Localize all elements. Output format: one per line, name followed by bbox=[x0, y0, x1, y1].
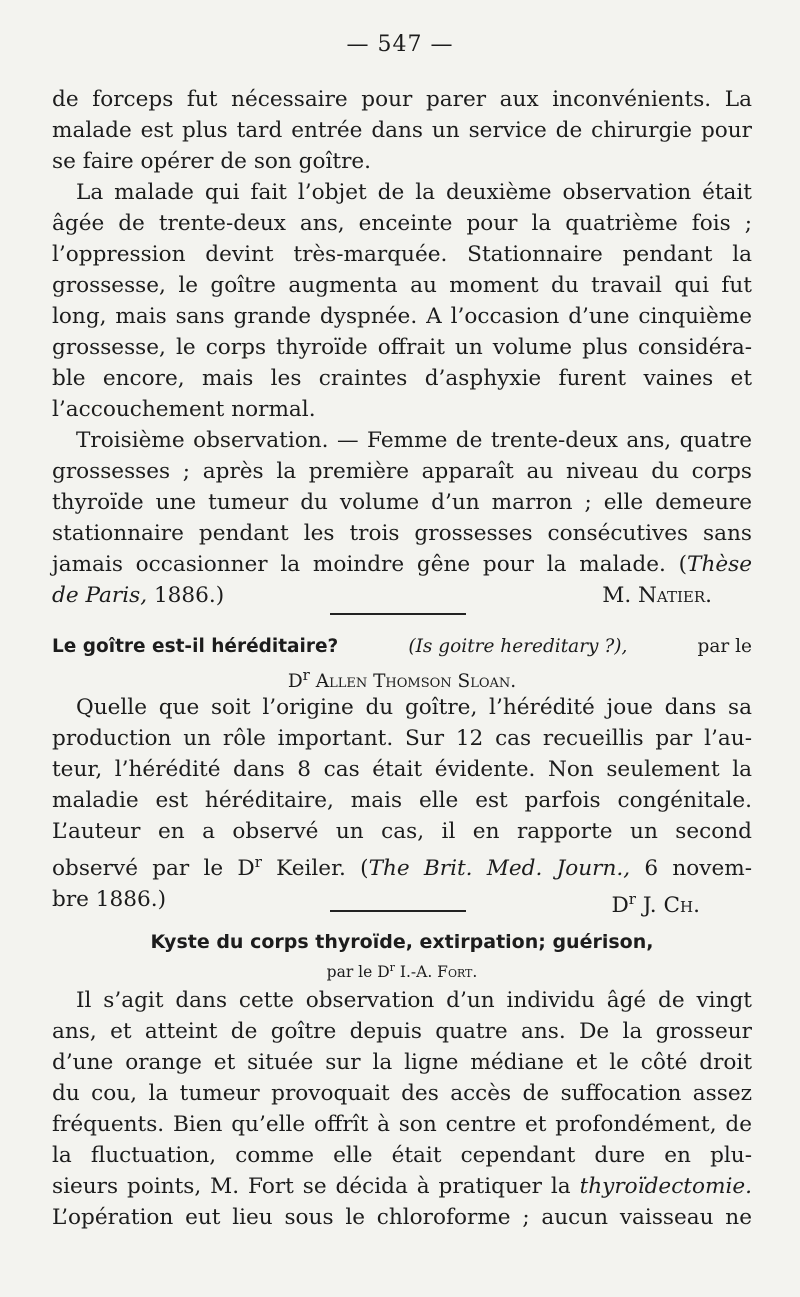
text-line: Il s’agit dans cette observation d’un individu âgé de vingt bbox=[76, 988, 752, 1013]
article-2-heading bbox=[52, 633, 752, 696]
text-line: grossesse, le goître augmenta au moment du travail qui fut bbox=[52, 273, 752, 298]
text-line: thyroïde une tumeur du volume d’un marron ; elle demeure bbox=[52, 490, 752, 515]
text-segment: par le D bbox=[326, 963, 390, 982]
article-title: Le goître est-il héréditaire? bbox=[52, 636, 339, 657]
journal-citation: The Brit. Med. Journ., bbox=[368, 856, 631, 882]
text-line: maladie est héréditaire, mais elle est parfois congénitale. bbox=[52, 788, 752, 813]
article-author bbox=[52, 956, 752, 984]
text-segment: jamais occasionner la moindre gêne pour la malade. ( bbox=[52, 552, 688, 577]
author-name: I.-A. Fort. bbox=[394, 963, 478, 982]
text-line: Quelle que soit l’origine du goître, l’hérédité joue dans sa bbox=[76, 695, 752, 720]
text-line: stationnaire pendant les trois grossesses consécutives sans bbox=[52, 521, 752, 546]
text-segment: J. Ch. bbox=[635, 893, 700, 919]
text-segment: D bbox=[611, 893, 629, 919]
text-segment: 1886.) bbox=[147, 583, 225, 608]
article-author bbox=[52, 661, 752, 696]
citation-italic: de Paris, bbox=[52, 583, 148, 608]
author-signature: M. Natier. bbox=[602, 583, 712, 608]
text-segment: r bbox=[628, 890, 636, 909]
text-segment: sieurs points, M. Fort se décida à pratiquer la bbox=[52, 1174, 580, 1199]
text-line: fréquents. Bien qu’elle offrît à son centre et profondément, de bbox=[52, 1112, 752, 1137]
section-3-body bbox=[52, 985, 752, 1233]
text-line: teur, l’hérédité dans 8 cas était évidente. Non seulement la bbox=[52, 757, 752, 782]
citation-italic: Thèse bbox=[687, 552, 752, 577]
citation-signature-row bbox=[52, 884, 752, 921]
emphasis: thyroïdectomie. bbox=[579, 1174, 752, 1199]
article-3-heading bbox=[52, 928, 752, 984]
text-line: L’auteur en a observé un cas, il en rapporte un second bbox=[52, 819, 752, 844]
text-line: la fluctuation, comme elle était cependant dure en plu- bbox=[52, 1143, 752, 1168]
text-line: l’oppression devint très-marquée. Stationnaire pendant la bbox=[52, 242, 752, 267]
title-row bbox=[52, 633, 752, 661]
text-segment: r bbox=[254, 853, 262, 871]
text-segment: Keiler. ( bbox=[261, 856, 369, 882]
article-title: Kyste du corps thyroïde, extirpation; guérison, bbox=[150, 931, 654, 953]
text-line bbox=[52, 1171, 752, 1202]
text-line: ble encore, mais les craintes d’asphyxie furent vaines et bbox=[52, 366, 752, 391]
text-line bbox=[52, 549, 752, 580]
text-line: Troisième observation. — Femme de trente-deux ans, quatre bbox=[76, 428, 752, 453]
text-line: La malade qui fait l’objet de la deuxième observation était bbox=[76, 180, 752, 205]
text-line: âgée de trente-deux ans, enceinte pour la quatrième fois ; bbox=[52, 211, 752, 236]
text-line: bre 1886.) bbox=[52, 887, 167, 913]
citation-line bbox=[52, 580, 224, 611]
text-line: production un rôle important. Sur 12 cas recueillis par l’au- bbox=[52, 726, 752, 751]
author-name: Allen Thomson Sloan. bbox=[315, 671, 517, 693]
section-1-body bbox=[52, 84, 752, 611]
text-segment: observé par le D bbox=[52, 856, 255, 882]
text-segment: 6 novem- bbox=[630, 856, 753, 882]
text-line: long, mais sans grande dyspnée. A l’occasion d’une cinquième bbox=[52, 304, 752, 329]
text-line: du cou, la tumeur provoquait des accès de suffocation assez bbox=[52, 1081, 752, 1106]
article-title-translation: (Is goitre hereditary ?), bbox=[408, 636, 628, 657]
text-line: L’opération eut lieu sous le chloroforme ; aucun vaisseau ne bbox=[52, 1205, 752, 1230]
section-divider bbox=[330, 910, 466, 912]
citation-signature-row bbox=[52, 580, 752, 611]
text-segment: D bbox=[287, 671, 303, 693]
section-2-body bbox=[52, 692, 752, 921]
section-divider bbox=[330, 613, 466, 615]
title-par: par le bbox=[697, 636, 752, 657]
text-segment: r bbox=[389, 961, 395, 974]
text-line: malade est plus tard entrée dans un service de chirurgie pour bbox=[52, 118, 752, 143]
text-line: de forceps fut nécessaire pour parer aux inconvénients. La bbox=[52, 87, 752, 112]
text-line bbox=[52, 847, 752, 884]
text-line: grossesses ; après la première apparaît au niveau du corps bbox=[52, 459, 752, 484]
text-line: grossesse, le corps thyroïde offrait un volume plus considéra- bbox=[52, 335, 752, 360]
text-line: d’une orange et située sur la ligne médiane et le côté droit bbox=[52, 1050, 752, 1075]
text-line: se faire opérer de son goître. bbox=[52, 149, 372, 174]
text-line: ans, et atteint de goître depuis quatre ans. De la grosseur bbox=[52, 1019, 752, 1044]
author-signature bbox=[611, 884, 700, 921]
page-number: — 547 — bbox=[346, 32, 454, 57]
text-line: l’accouchement normal. bbox=[52, 397, 316, 422]
text-segment: r bbox=[302, 666, 310, 684]
